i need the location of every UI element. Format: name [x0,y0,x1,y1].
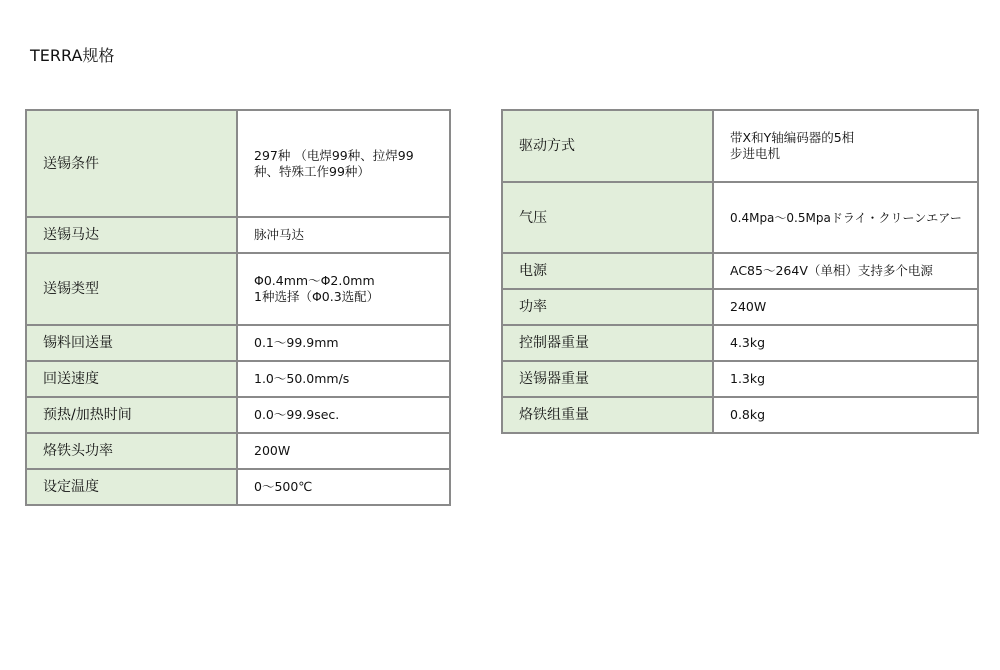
table-row [502,289,978,325]
spec-label: 烙铁头功率 [43,443,113,459]
spec-value: 240W [713,289,978,325]
spec-label-cell [502,361,713,397]
spec-value: 0.0～99.9sec. [237,397,450,433]
spec-table-right [501,109,979,434]
spec-label-cell [502,110,713,182]
spec-label-cell [26,469,237,505]
spec-value: AC85～264V（单相）支持多个电源 [713,253,978,289]
spec-label: 驱动方式 [519,138,575,154]
spec-label: 回送速度 [43,371,99,387]
spec-label: 锡料回送量 [43,335,113,351]
spec-label: 送锡类型 [43,281,99,297]
spec-value: 4.3kg [713,325,978,361]
spec-label-cell [502,325,713,361]
spec-label-cell [502,289,713,325]
spec-label: 电源 [519,263,547,279]
spec-label: 气压 [519,209,547,226]
table-row [502,361,978,397]
spec-label-cell [26,217,237,253]
spec-label: 功率 [519,299,547,315]
spec-value: 1.3kg [713,361,978,397]
spec-label: 控制器重量 [519,335,589,351]
table-row [26,361,450,397]
spec-value: 0.4Mpa～0.5Mpaドライ・クリーンエアー [713,182,978,253]
table-row [502,397,978,433]
table-row [502,253,978,289]
spec-value: 1.0～50.0mm/s [237,361,450,397]
table-row [502,182,978,253]
table-row [26,397,450,433]
spec-label-cell [502,253,713,289]
table-row [502,110,978,182]
table-row [502,325,978,361]
spec-label: 送锡器重量 [519,371,589,387]
spec-label-cell [26,325,237,361]
page-title: TERRA规格 [30,46,115,65]
spec-label-cell [26,110,237,217]
spec-value: 脉冲马达 [237,217,450,253]
table-row [26,469,450,505]
spec-label: 送锡条件 [43,155,99,172]
table-row [26,433,450,469]
spec-value: Φ0.4mm～Φ2.0mm 1种选择（Φ0.3选配） [237,253,450,325]
table-row [26,253,450,325]
spec-value: 297种 （电焊99种、拉焊99 种、特殊工作99种） [237,110,450,217]
spec-label: 送锡马达 [43,227,99,243]
spec-label-cell [502,397,713,433]
spec-table-left [25,109,451,506]
spec-value: 0.8kg [713,397,978,433]
spec-value: 0～500℃ [237,469,450,505]
table-row [26,325,450,361]
spec-label-cell [26,361,237,397]
spec-label: 设定温度 [43,479,99,495]
spec-label-cell [26,433,237,469]
spec-label-cell [26,253,237,325]
table-row [26,217,450,253]
spec-label-cell [26,397,237,433]
spec-label-cell [502,182,713,253]
spec-value: 0.1～99.9mm [237,325,450,361]
spec-value: 200W [237,433,450,469]
spec-label: 预热/加热时间 [43,407,132,423]
spec-value: 带X和Y轴编码器的5相 步进电机 [713,110,978,182]
table-row [26,110,450,217]
spec-label: 烙铁组重量 [519,407,589,423]
